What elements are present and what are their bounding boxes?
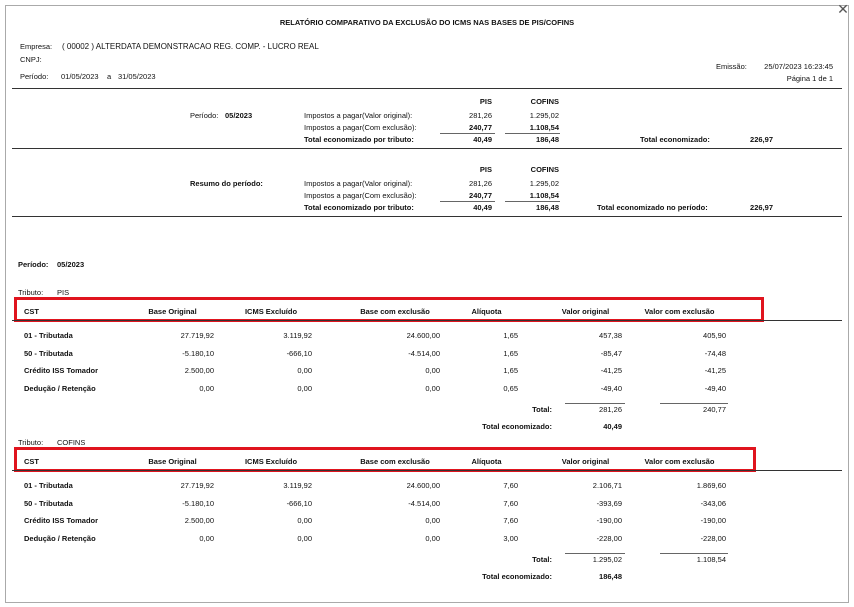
total-original: 281,26 [599, 405, 622, 414]
divider [12, 88, 842, 89]
resumo-row-pis: 240,77 [469, 191, 492, 200]
divider [12, 148, 842, 149]
cofins-header: COFINS [530, 97, 559, 106]
table-cell: -85,47 [600, 348, 622, 358]
table-cell: -4.514,00 [408, 348, 440, 358]
total-exclusao: 1.108,54 [696, 555, 726, 564]
column-header: Base Original [148, 307, 197, 316]
column-header: CST [24, 457, 39, 466]
table-cell: -74,48 [704, 348, 726, 358]
column-header: Valor original [561, 457, 610, 466]
summary-row-pis: 40,49 [473, 135, 492, 144]
table-cell: -343,06 [700, 498, 726, 508]
detail-periodo-label: Período: [18, 260, 49, 269]
empresa-value: ( 00002 ) ALTERDATA DEMONSTRACAO REG. COMP. - LUCRO REAL [62, 42, 319, 51]
table-cell: 405,90 [703, 331, 726, 340]
table-cell: 0,00 [425, 533, 440, 543]
table-cell: -190,00 [596, 516, 622, 525]
table-cell: -41,25 [600, 366, 622, 375]
table-cell: 2.500,00 [184, 366, 214, 375]
column-header: Base com exclusão [360, 307, 430, 316]
pis-header: PIS [479, 97, 492, 106]
table-cell: 2.500,00 [184, 516, 214, 525]
table-cell: 3.119,92 [283, 331, 312, 340]
detail-periodo-value: 05/2023 [57, 260, 85, 269]
table-cell: 0,00 [297, 533, 312, 543]
close-icon[interactable]: ✕ [837, 1, 849, 17]
total-line [660, 403, 728, 404]
summary-row-label: Total economizado por tributo: [304, 135, 414, 144]
cst-cell: 50 - Tributada [24, 348, 73, 358]
total-line [660, 553, 728, 554]
emissao-value: 25/07/2023 16:23:45 [764, 62, 833, 71]
column-header: CST [24, 307, 39, 316]
table-cell: -41,25 [704, 366, 726, 375]
table-cell: 7,60 [503, 516, 518, 525]
period-summary-label: Período: [190, 111, 219, 120]
table-cell: 27.719,92 [180, 331, 214, 340]
table-cell: 0,00 [425, 516, 440, 525]
subtotal-line [505, 133, 560, 134]
cofins-header: COFINS [530, 165, 559, 174]
total-line [565, 553, 625, 554]
cst-cell: 50 - Tributada [24, 498, 73, 508]
economizado-value: 186,48 [599, 572, 622, 581]
summary-row-label: Impostos a pagar(Valor original): [304, 111, 413, 120]
economizado-value: 40,49 [603, 422, 622, 431]
tributo-label: Tributo: [18, 438, 44, 447]
table-cell: 0,00 [297, 516, 312, 525]
summary-row-pis: 240,77 [469, 123, 492, 132]
table-cell: 0,00 [425, 383, 440, 393]
column-header: Alíquota [471, 307, 502, 316]
table-cell: 7,60 [503, 481, 518, 490]
table-cell: 457,38 [599, 331, 622, 340]
cst-cell: 01 - Tributada [24, 331, 73, 340]
cnpj-label: CNPJ: [20, 55, 42, 64]
empresa-label: Empresa: [20, 42, 53, 51]
table-cell: 0,00 [199, 533, 214, 543]
table-cell: 24.600,00 [406, 331, 440, 340]
total-original: 1.295,02 [592, 555, 622, 564]
economizado-label: Total economizado: [482, 422, 552, 431]
column-header: Valor original [561, 307, 610, 316]
table-cell: -228,00 [700, 533, 726, 543]
divider [12, 216, 842, 217]
column-header: ICMS Excluído [244, 307, 298, 316]
total-label: Total: [532, 555, 552, 564]
tributo-label: Tributo: [18, 288, 44, 297]
tributo-name: PIS [57, 288, 70, 297]
cst-cell: Crédito ISS Tomador [24, 516, 99, 525]
pis-header: PIS [479, 165, 492, 174]
table-cell: 7,60 [503, 498, 518, 508]
subtotal-line [440, 133, 495, 134]
table-cell: 3,00 [503, 533, 518, 543]
periodo-label: Período: [20, 72, 49, 81]
column-header: Valor com exclusão [644, 457, 715, 466]
column-header: Alíquota [471, 457, 502, 466]
table-cell: -190,00 [700, 516, 726, 525]
table-cell: 0,00 [297, 383, 312, 393]
report-title: RELATÓRIO COMPARATIVO DA EXCLUSÃO DO ICMS NAS BASES DE PIS/COFINS [279, 18, 575, 27]
summary-row-label: Impostos a pagar(Com exclusão): [304, 123, 417, 132]
table-cell: 1,65 [503, 331, 518, 340]
table-cell: -666,10 [286, 498, 312, 508]
period-summary-value: 05/2023 [225, 111, 253, 120]
resumo-row-cofins: 186,48 [536, 203, 559, 212]
resumo-row-cofins: 1.295,02 [529, 179, 559, 188]
table-cell: 27.719,92 [180, 481, 214, 490]
column-header: Valor com exclusão [644, 307, 715, 316]
table-cell: -5.180,10 [182, 348, 214, 358]
subtotal-line [440, 201, 495, 202]
resumo-row-label: Total economizado por tributo: [304, 203, 414, 212]
cst-cell: 01 - Tributada [24, 481, 73, 490]
header-divider [12, 470, 842, 471]
table-cell: 2.106,71 [592, 481, 622, 490]
table-cell: 0,65 [503, 383, 518, 393]
summary-row-cofins: 186,48 [536, 135, 559, 144]
summary-row-cofins: 1.295,02 [529, 111, 559, 120]
table-cell: 1.869,60 [696, 481, 726, 490]
total-line [565, 403, 625, 404]
economizado-label: Total economizado: [482, 572, 552, 581]
table-cell: 3.119,92 [283, 481, 312, 490]
period-total-label: Total economizado: [640, 135, 710, 144]
table-cell: -228,00 [596, 533, 622, 543]
header-divider [12, 320, 842, 321]
column-header: Base Original [148, 457, 197, 466]
column-header: Base com exclusão [360, 457, 430, 466]
total-label: Total: [532, 405, 552, 414]
emissao-label: Emissão: [716, 62, 747, 71]
table-cell: 0,00 [425, 366, 440, 375]
tributo-name: COFINS [57, 438, 86, 447]
table-cell: -4.514,00 [408, 498, 440, 508]
subtotal-line [505, 201, 560, 202]
table-cell: 1,65 [503, 348, 518, 358]
resumo-row-pis: 281,26 [469, 179, 492, 188]
column-header: ICMS Excluído [244, 457, 298, 466]
table-cell: -49,40 [600, 383, 622, 393]
resumo-row-label: Impostos a pagar(Valor original): [304, 179, 413, 188]
page-number: Página 1 de 1 [786, 74, 833, 83]
periodo-sep: a [107, 72, 112, 81]
table-cell: -49,40 [704, 383, 726, 393]
cst-cell: Crédito ISS Tomador [24, 366, 99, 375]
period-total-value: 226,97 [750, 135, 773, 144]
cst-cell: Dedução / Retenção [24, 383, 96, 393]
table-cell: -393,69 [596, 498, 622, 508]
total-exclusao: 240,77 [703, 405, 726, 414]
resumo-row-label: Impostos a pagar(Com exclusão): [304, 191, 417, 200]
resumo-row-pis: 40,49 [473, 203, 492, 212]
resumo-row-cofins: 1.108,54 [529, 191, 559, 200]
summary-row-cofins: 1.108,54 [529, 123, 559, 132]
summary-row-pis: 281,26 [469, 111, 492, 120]
resumo-total-value: 226,97 [750, 203, 773, 212]
table-cell: -5.180,10 [182, 498, 214, 508]
table-cell: 0,00 [199, 383, 214, 393]
periodo-end: 31/05/2023 [118, 72, 156, 81]
cst-cell: Dedução / Retenção [24, 533, 96, 543]
table-cell: 0,00 [297, 366, 312, 375]
table-cell: 24.600,00 [406, 481, 440, 490]
table-cell: -666,10 [286, 348, 312, 358]
resumo-total-label: Total economizado no período: [597, 203, 708, 212]
resumo-label: Resumo do período: [190, 179, 263, 188]
periodo-start: 01/05/2023 [61, 72, 99, 81]
table-cell: 1,65 [503, 366, 518, 375]
